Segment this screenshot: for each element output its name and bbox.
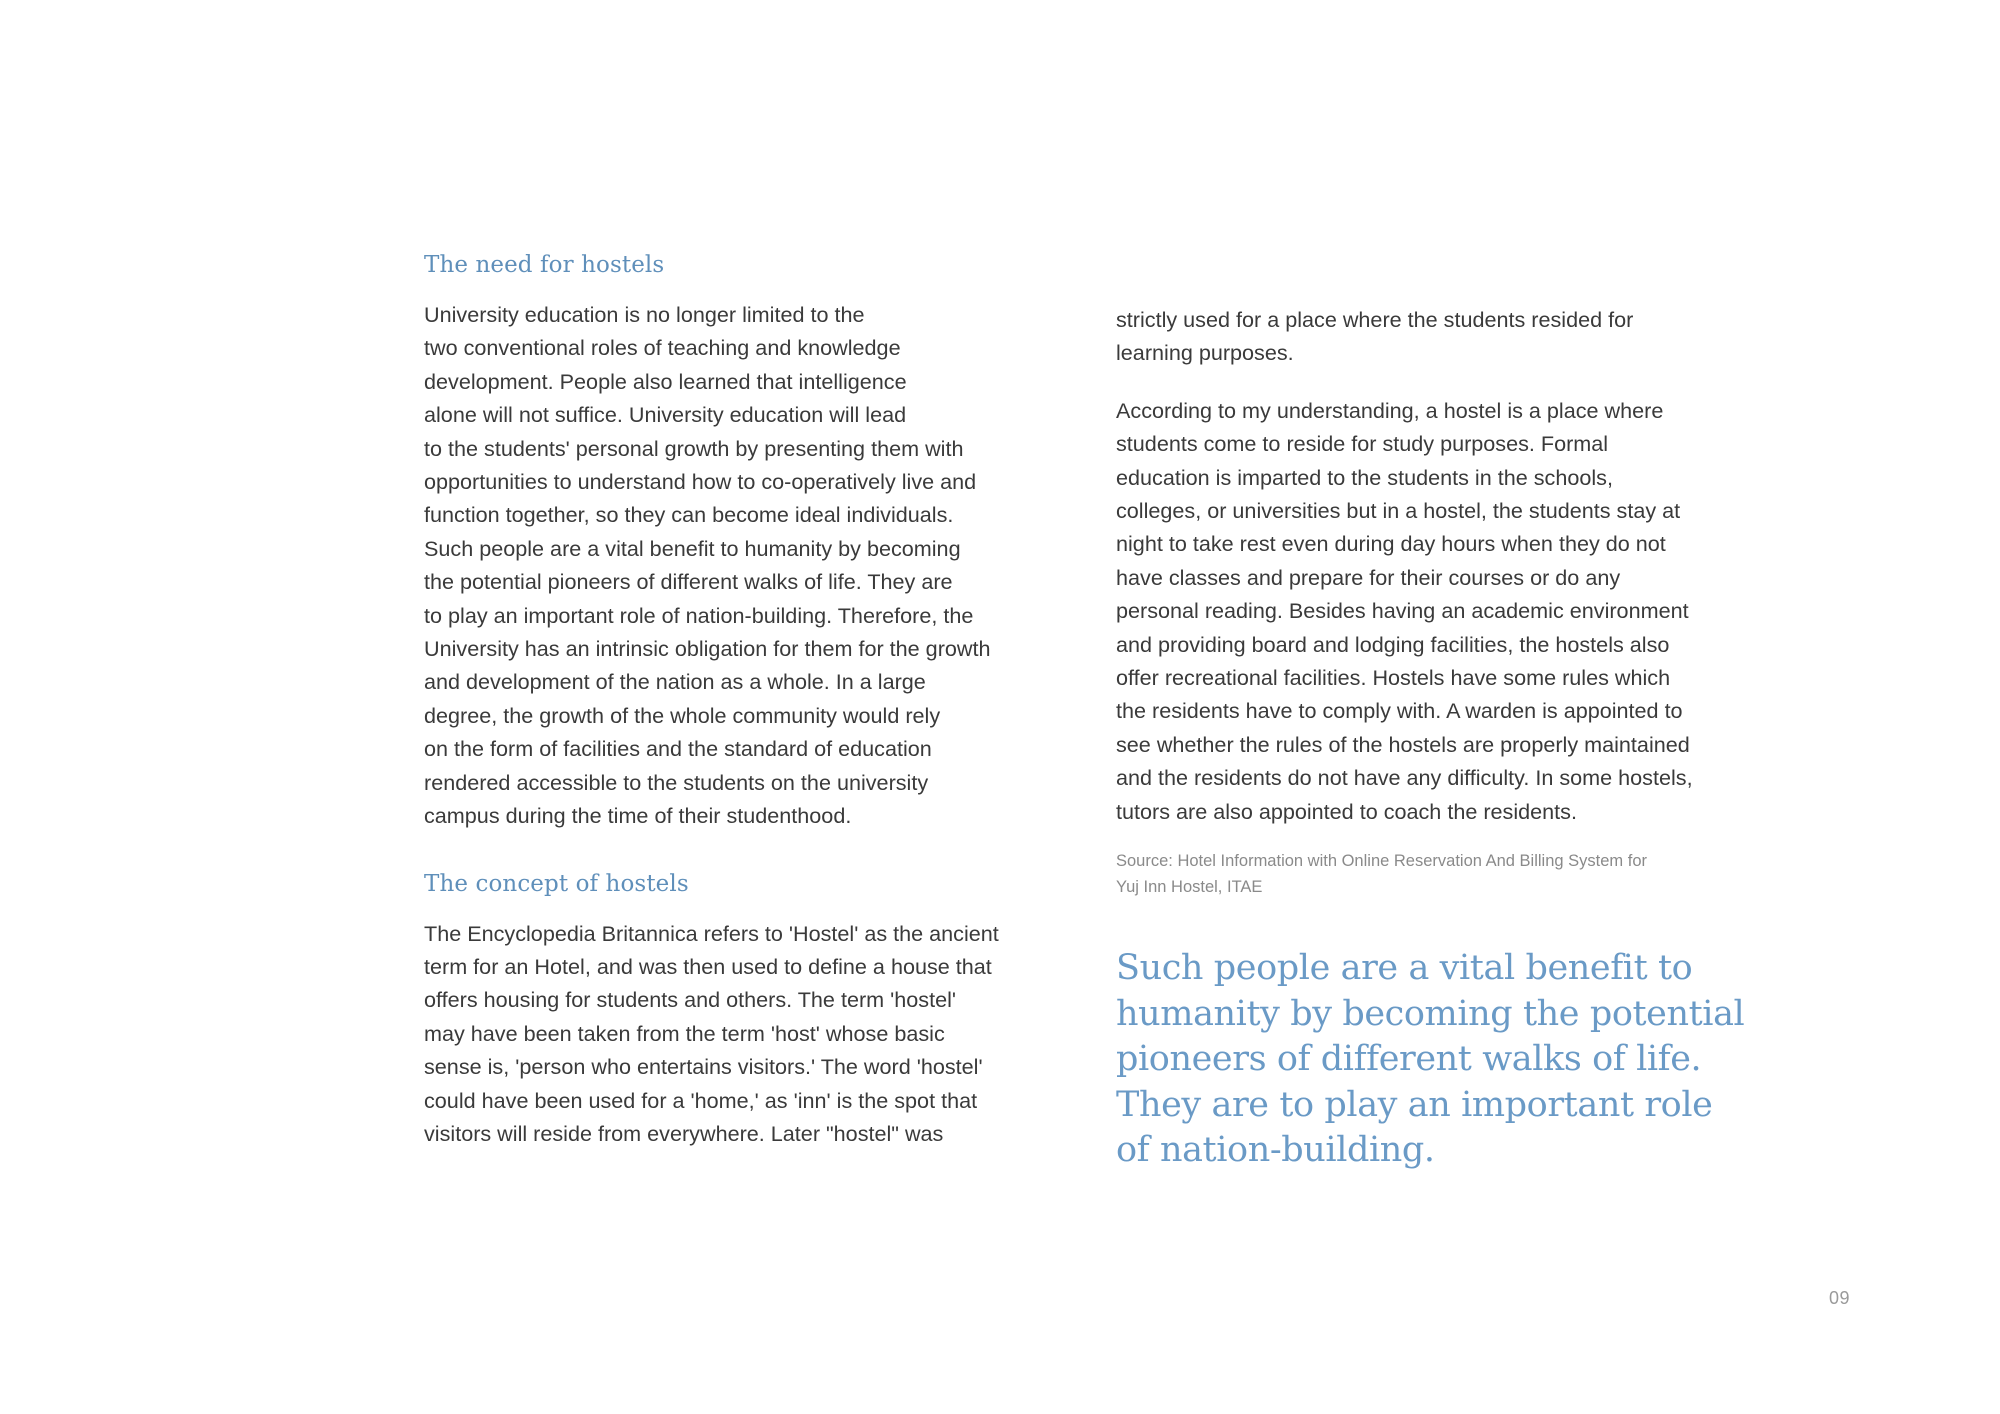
heading-need-for-hostels: The need for hostels xyxy=(424,252,665,278)
text-line: night to take rest even during day hours when they do not xyxy=(1116,531,1666,557)
text-line: sense is, 'person who entertains visitors.' The word 'hostel' xyxy=(424,1054,983,1080)
text-line: to the students' personal growth by presenting them with xyxy=(424,435,964,461)
text-line: University has an intrinsic obligation for them for the growth xyxy=(424,636,991,662)
text-line: two conventional roles of teaching and knowledge xyxy=(424,335,901,361)
quote-line: pioneers of different walks of life. xyxy=(1116,1039,1702,1080)
right-column xyxy=(1116,303,1756,1174)
text-line: degree, the growth of the whole community would rely xyxy=(424,702,941,728)
text-line: visitors will reside from everywhere. Later "hostel" was xyxy=(424,1120,944,1146)
source-citation xyxy=(1116,848,1756,900)
text-line: University education is no longer limited to the xyxy=(424,302,865,327)
paragraph-concept-of-hostels xyxy=(424,917,1074,1151)
pull-quote xyxy=(1116,946,1756,1174)
text-line: strictly used for a place where the students resided for xyxy=(1116,307,1634,332)
text-line: Such people are a vital benefit to humanity by becoming xyxy=(424,535,961,561)
source-line: Source: Hotel Information with Online Reservation And Billing System for xyxy=(1116,852,1647,871)
paragraph-need-for-hostels xyxy=(424,298,1074,833)
text-line: and development of the nation as a whole. In a large xyxy=(424,669,926,695)
text-line: colleges, or universities but in a hostel, the students stay at xyxy=(1116,498,1681,524)
quote-line: humanity by becoming the potential xyxy=(1116,993,1745,1034)
text-line: personal reading. Besides having an academic environment xyxy=(1116,598,1689,624)
text-line: rendered accessible to the students on the university xyxy=(424,769,929,795)
text-line: to play an important role of nation-building. Therefore, the xyxy=(424,602,974,628)
text-line: tutors are also appointed to coach the residents. xyxy=(1116,798,1577,824)
text-line: offer recreational facilities. Hostels have some rules which xyxy=(1116,665,1671,691)
text-line: see whether the rules of the hostels are properly maintained xyxy=(1116,731,1690,757)
text-line: may have been taken from the term 'host' whose basic xyxy=(424,1020,945,1046)
heading-concept-of-hostels: The concept of hostels xyxy=(424,870,689,897)
text-line: education is imparted to the students in the schools, xyxy=(1116,464,1613,490)
text-line: development. People also learned that intelligence xyxy=(424,368,907,394)
quote-line: They are to play an important role xyxy=(1116,1084,1713,1125)
paragraph-understanding xyxy=(1116,394,1756,828)
paragraph-concept-continued xyxy=(1116,303,1756,370)
text-line: The Encyclopedia Britannica refers to 'Hostel' as the ancient xyxy=(424,920,999,946)
source-line: Yuj Inn Hostel, ITAE xyxy=(1116,878,1263,897)
text-line: the potential pioneers of different walks of life. They are xyxy=(424,569,953,595)
text-line: According to my understanding, a hostel is a place where xyxy=(1116,397,1664,423)
quote-line: Such people are a vital benefit to xyxy=(1116,948,1693,989)
page-number: 09 xyxy=(1828,1288,1850,1308)
text-line: the residents have to comply with. A warden is appointed to xyxy=(1116,698,1683,724)
text-line: opportunities to understand how to co-operatively live and xyxy=(424,469,977,495)
text-line: on the form of facilities and the standard of education xyxy=(424,736,932,762)
text-line: could have been used for a 'home,' as 'inn' is the spot that xyxy=(424,1087,978,1113)
text-line: campus during the time of their studenthood. xyxy=(424,803,852,829)
text-line: and providing board and lodging facilities, the hostels also xyxy=(1116,631,1670,657)
text-line: offers housing for students and others. The term 'hostel' xyxy=(424,987,956,1013)
left-column xyxy=(424,252,1074,1150)
text-line: students come to reside for study purposes. Formal xyxy=(1116,431,1609,457)
quote-line: of nation-building. xyxy=(1116,1130,1435,1171)
text-line: alone will not suffice. University education will lead xyxy=(424,402,907,428)
text-line: term for an Hotel, and was then used to define a house that xyxy=(424,953,992,979)
text-line: have classes and prepare for their courses or do any xyxy=(1116,564,1621,590)
text-line: and the residents do not have any difficulty. In some hostels, xyxy=(1116,765,1693,791)
text-line: function together, so they can become ideal individuals. xyxy=(424,502,954,528)
text-line: learning purposes. xyxy=(1116,340,1294,366)
